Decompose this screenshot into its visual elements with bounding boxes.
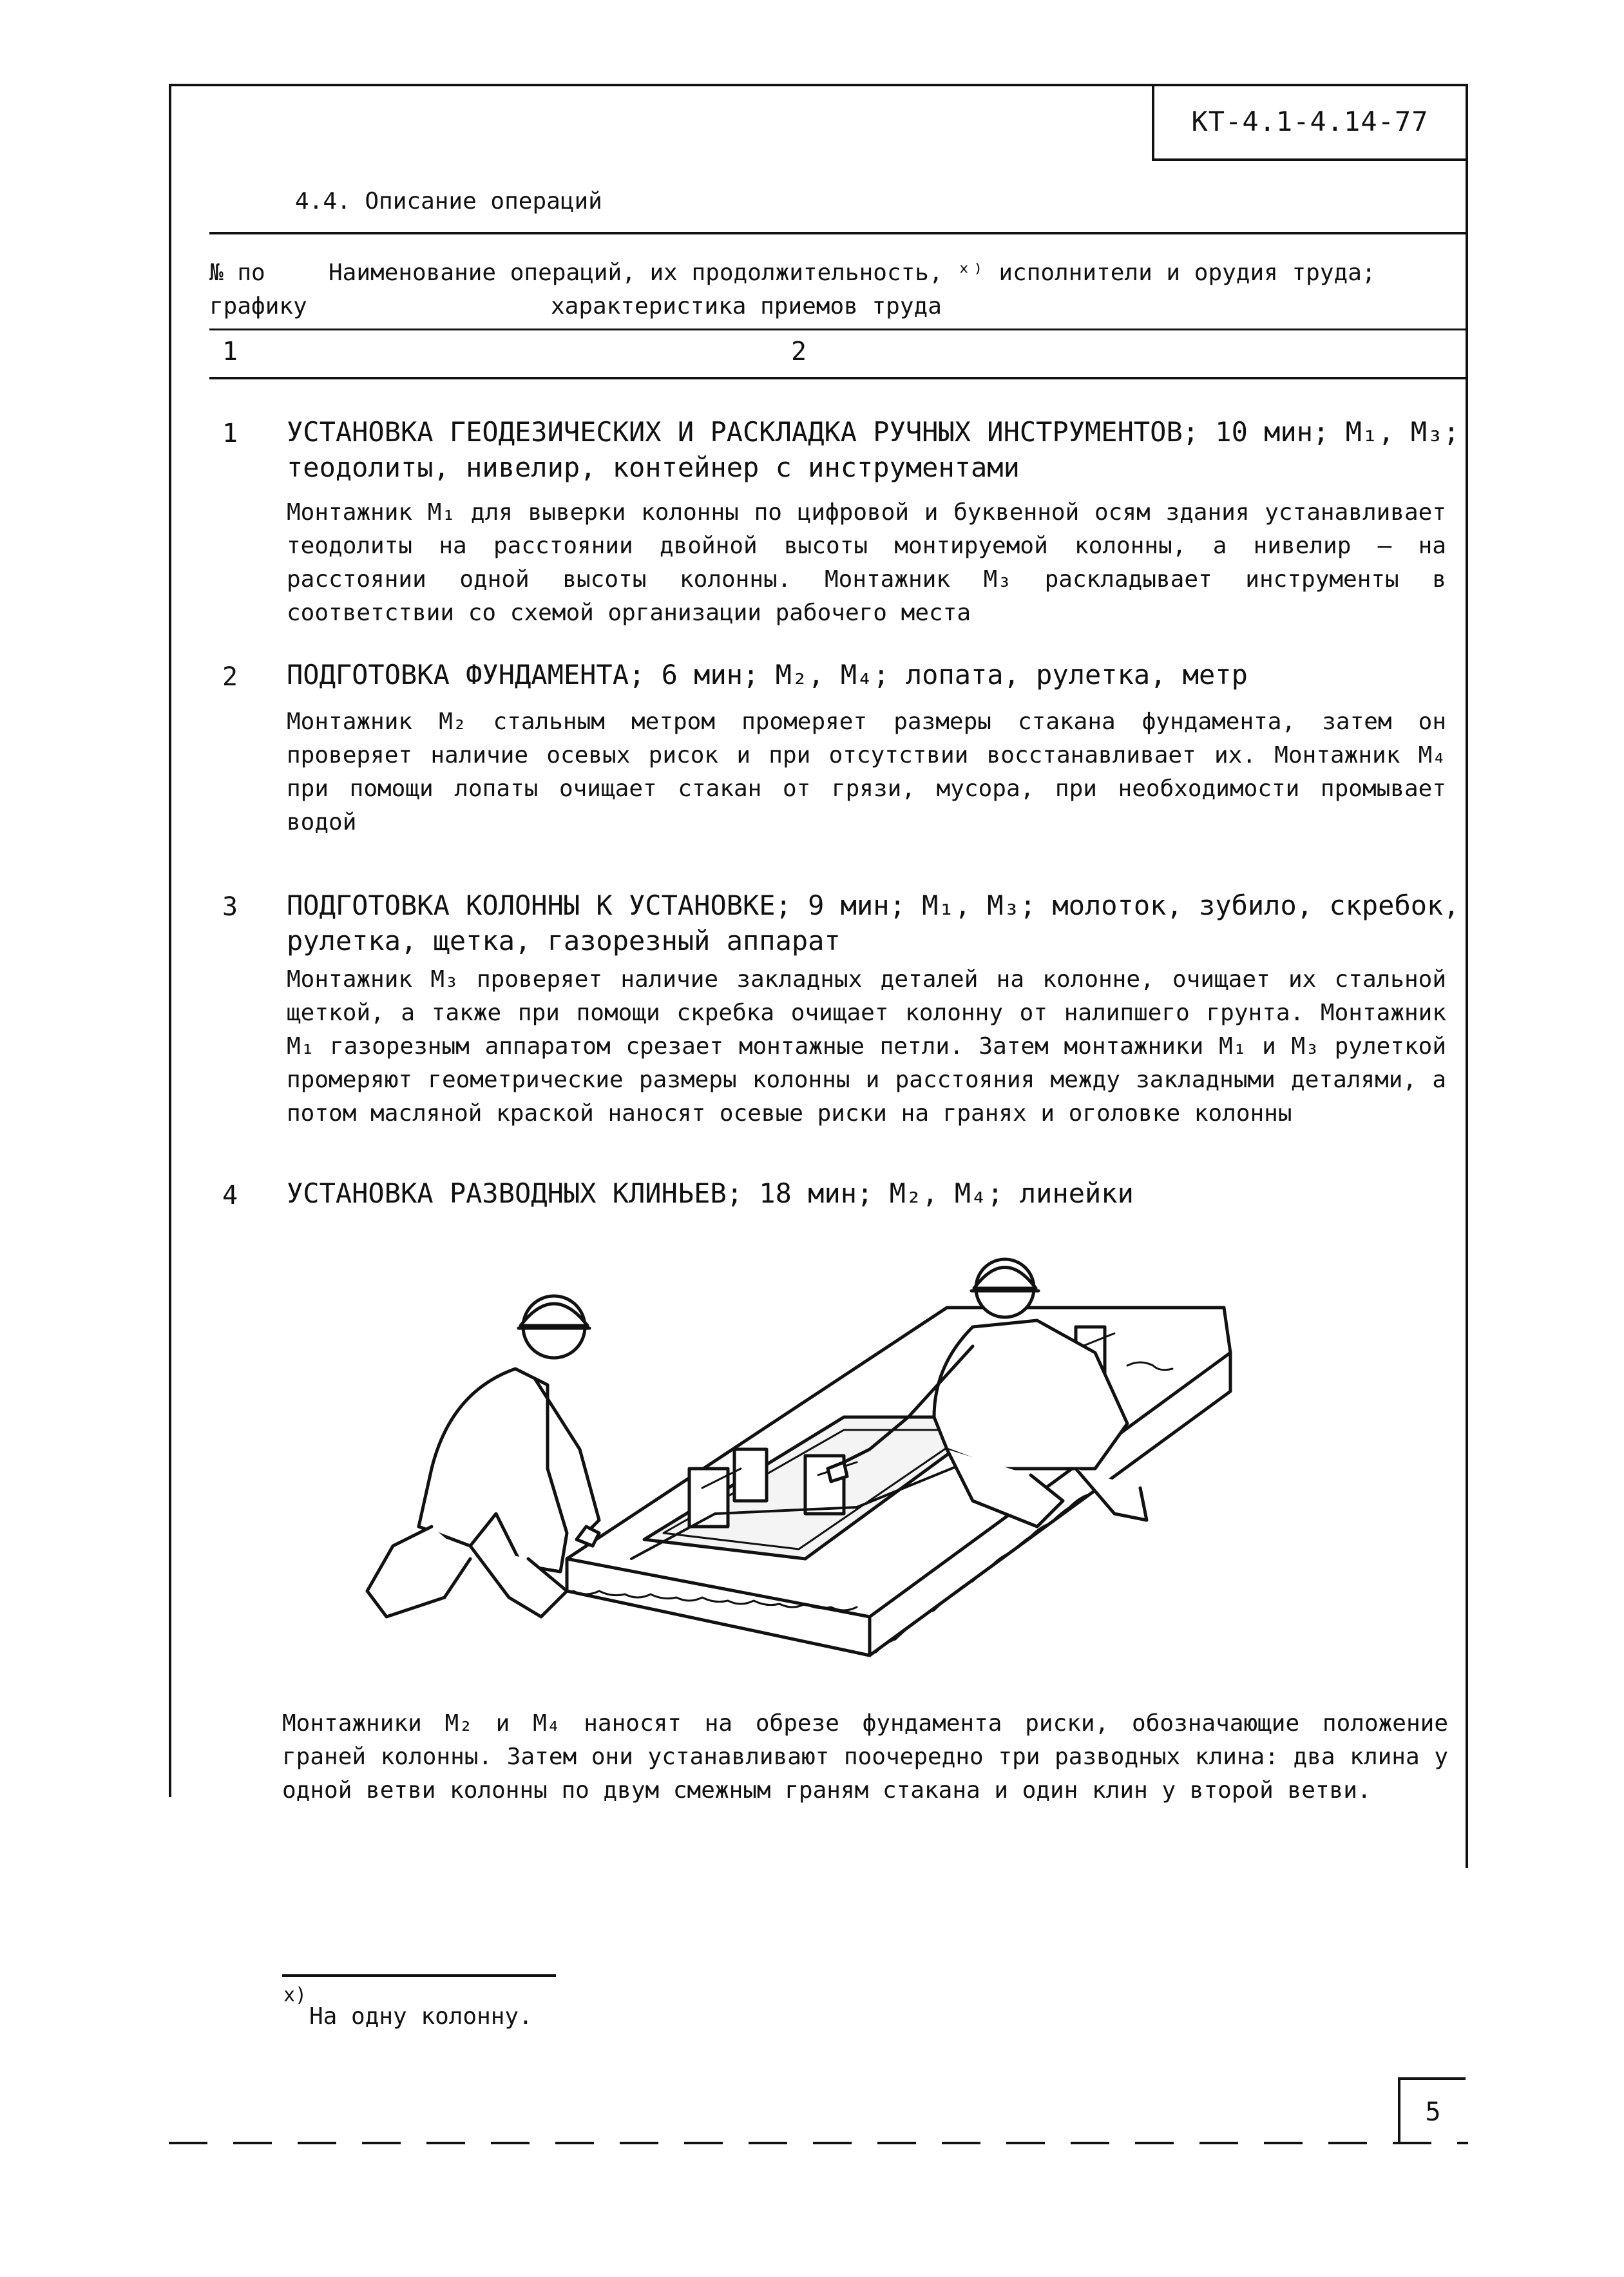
page-number: 5 [1398, 2077, 1466, 2144]
page-frame-left [169, 84, 171, 1797]
operation-number: 1 [222, 419, 238, 448]
page-frame-bottom [169, 2142, 1468, 2144]
table-numbers-rule [209, 377, 1466, 379]
header-col1-line1: № по [209, 260, 265, 286]
footnote-text: На одну колонну. [309, 2003, 533, 2030]
table-header-rule [209, 329, 1466, 330]
header-col2-line2: характеристика приемов труда [551, 293, 942, 319]
operation-number: 2 [222, 662, 238, 692]
illustration-caption: Монтажники М₂ и М₄ наносят на обрезе фундамента риски, обозначающие положение граней колонны. Затем они устанавливают поочередно три разводных клина: два клина у одной ветви колонны по двум смежным граням стакана и один клин у второй ветви. [282, 1710, 1448, 1804]
footnote-rule [282, 1974, 556, 1977]
table-header-col2 [329, 256, 1462, 323]
operation-title: ПОДГОТОВКА КОЛОННЫ К УСТАНОВКЕ; 9 мин; М₁, М₃; молоток, зубило, скребок, рулетка, щетка, газорезный аппарат [287, 890, 1460, 957]
document-code: КТ-4.1-4.14-77 [1152, 84, 1466, 161]
operation-title: УСТАНОВКА РАЗВОДНЫХ КЛИНЬЕВ; 18 мин; М₂, М₄; линейки [287, 1177, 1134, 1209]
column-number-2: 2 [791, 337, 807, 367]
header-col2-line1: Наименование операций, их продолжительность, ˣ⁾ исполнители и орудия труда; [329, 260, 1376, 286]
operation-description: Монтажник М₁ для выверки колонны по цифровой и буквенной осям здания устанавливает теодолиты на расстоянии двойной высоты монтируемой колонны, а нивелир – на расстоянии одной высоты колонны. Монтажник М₃ раскладывает инструменты в соответствии со схемой организации рабочего места [287, 499, 1446, 626]
page-frame-right [1466, 84, 1468, 1868]
operation-number: 3 [222, 892, 238, 922]
table-top-rule [209, 232, 1466, 234]
column-number-1: 1 [222, 337, 238, 367]
operation-description: Монтажник М₃ проверяет наличие закладных деталей на колонне, очищает их стальной щеткой, а также при помощи скребка очищает колонну от налипшего грунта. Монтажник М₁ газорезным аппаратом срезает монтажные петли. Затем монтажники М₁ и М₃ рулеткой промеряют геометрические размеры колонны и расстояния между закладными деталями, а потом масляной краской наносят осевые риски на гранях и оголовке колонны [287, 966, 1446, 1127]
operation-number: 4 [222, 1181, 238, 1210]
operation-title: ПОДГОТОВКА ФУНДАМЕНТА; 6 мин; М₂, М₄; лопата, рулетка, метр [287, 659, 1248, 691]
section-title: 4.4. Описание операций [295, 188, 602, 214]
header-col1-line2: графику [209, 293, 307, 319]
footnote-mark: х) [283, 1984, 307, 2006]
operation-title: УСТАНОВКА ГЕОДЕЗИЧЕСКИХ И РАСКЛАДКА РУЧНЫХ ИНСТРУМЕНТОВ; 10 мин; М₁, М₃; теодолиты, нивелир, контейнер с инструментами [287, 416, 1460, 483]
table-header-col1 [209, 256, 307, 323]
operation-description: Монтажник М₂ стальным метром промеряет размеры стакана фундамента, затем он проверяет наличие осевых рисок и при отсутствии восстанавливает их. Монтажник М₄ при помощи лопаты очищает стакан от грязи, мусора, при необходимости промывает водой [287, 709, 1446, 835]
wedge-installation-illustration [354, 1256, 1308, 1707]
